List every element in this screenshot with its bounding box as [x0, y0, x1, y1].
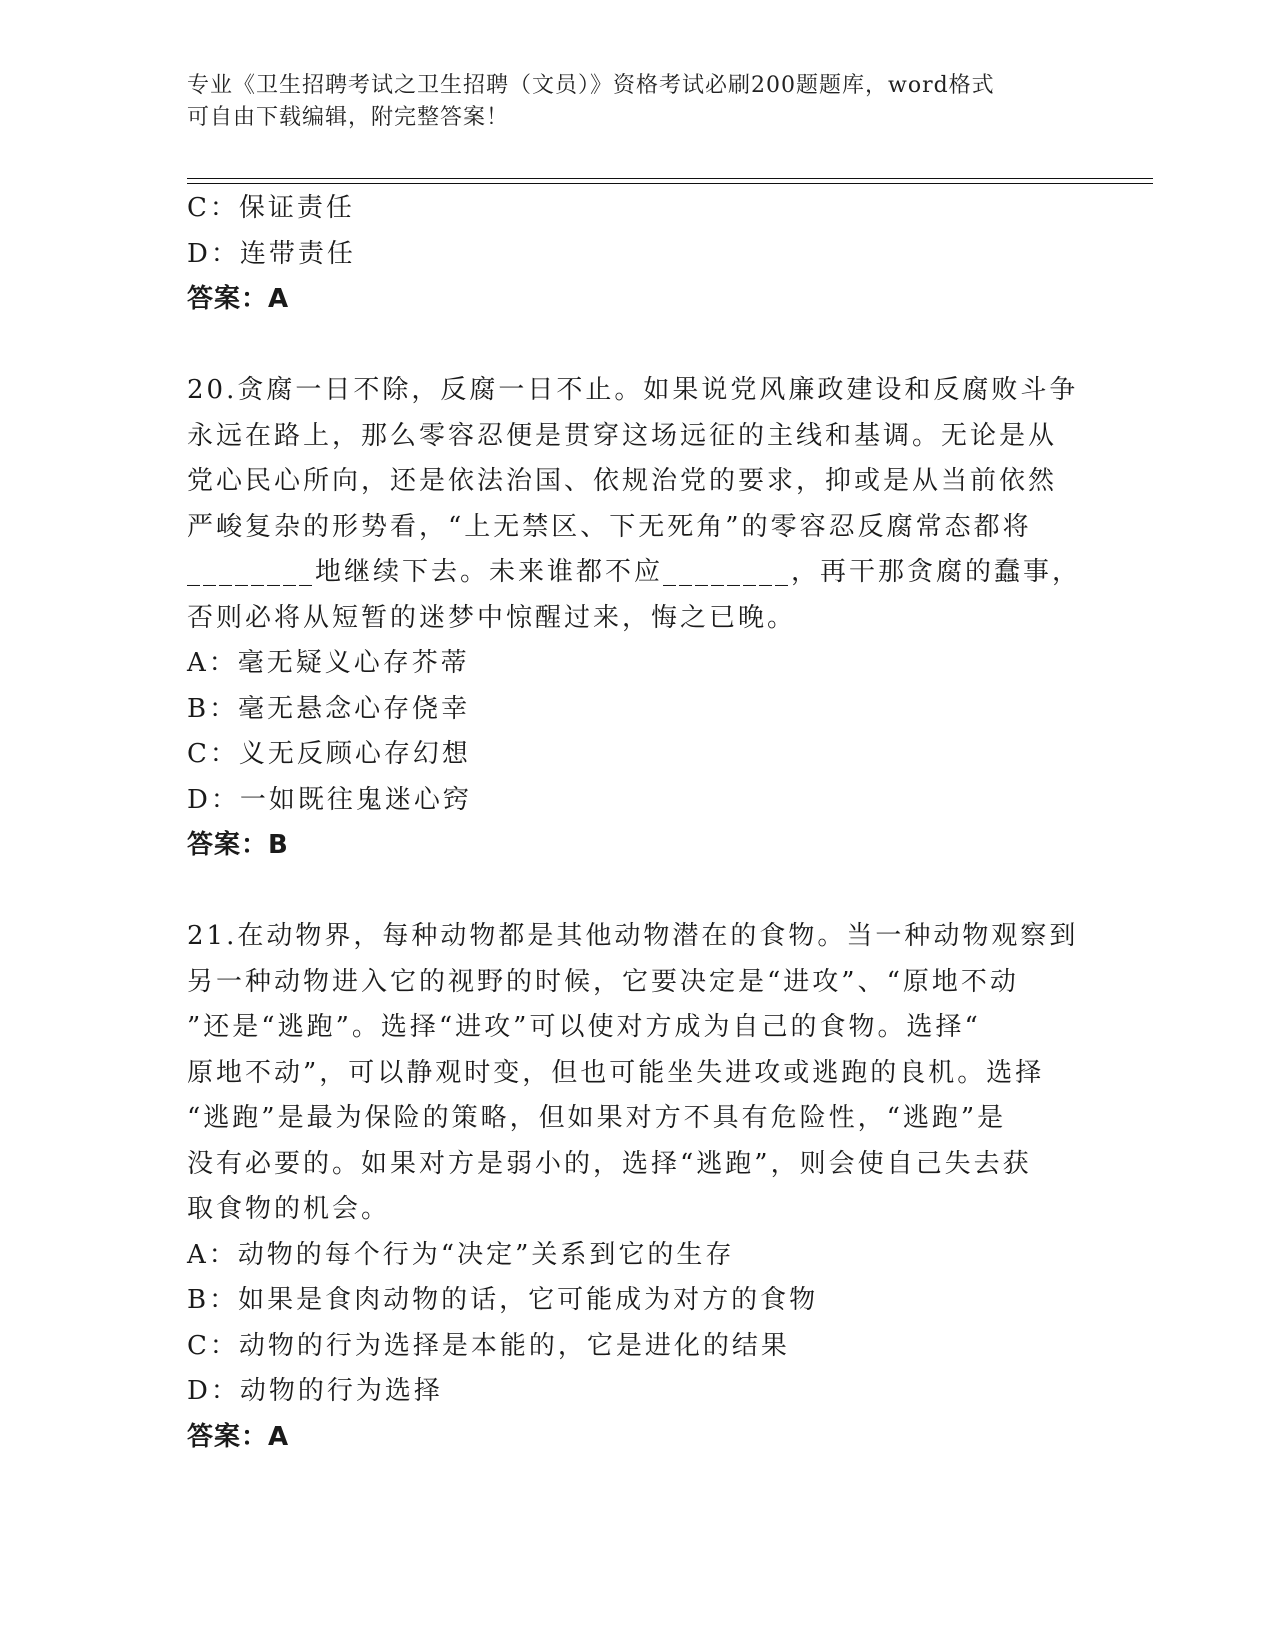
question-text-line: ”还是“逃跑”。选择“进攻”可以使对方成为自己的食物。选择“ — [187, 1012, 981, 1042]
question-text-line: 永远在路上，那么零容忍便是贯穿这场远征的主线和基调。无论是从 — [187, 420, 1058, 451]
question-21 — [187, 914, 1087, 1460]
question-text-line: 20.贪腐一日不除，反腐一日不止。如果说党风廉政建设和反腐败斗争 — [187, 375, 1079, 405]
question-text-line: 21.在动物界，每种动物都是其他动物潜在的食物。当一种动物观察到 — [187, 921, 1079, 951]
option-a: A：动物的每个行为“决定”关系到它的生存 — [187, 1239, 735, 1270]
option-d: D：一如既往鬼迷心窍 — [187, 784, 472, 815]
prev-question — [187, 186, 1087, 323]
header-divider-top — [187, 178, 1153, 179]
question-20 — [187, 368, 1087, 869]
header-line-2: 可自由下载编辑，附完整答案！ — [187, 105, 510, 130]
page-header — [187, 70, 1067, 134]
question-text-line: 取食物的机会。 — [187, 1194, 391, 1224]
spacer — [187, 323, 1087, 369]
question-text-line: 党心民心所向，还是依法治国、依规治党的要求，抑或是从当前依然 — [187, 466, 1058, 496]
option-b: B：如果是食肉动物的话，它可能成为对方的食物 — [187, 1285, 819, 1315]
question-text-line: “逃跑”是最为保险的策略，但如果对方不具有危险性，“逃跑”是 — [187, 1103, 1007, 1133]
option-b: B：毫无悬念心存侥幸 — [187, 693, 471, 724]
spacer — [187, 869, 1087, 915]
option-c: C：义无反顾心存幻想 — [187, 739, 471, 769]
option-c: C：动物的行为选择是本能的，它是进化的结果 — [187, 1330, 790, 1361]
document-body — [187, 186, 1087, 1460]
option-a: A：毫无疑义心存芥蒂 — [187, 648, 470, 678]
question-text-line: 原地不动”，可以静观时变，但也可能坐失进攻或逃跑的良机。选择 — [187, 1057, 1045, 1088]
question-text-line: 没有必要的。如果对方是弱小的，选择“逃跑”，则会使自己失去获 — [187, 1148, 1032, 1179]
header-divider-bottom — [187, 183, 1153, 184]
question-text-line: 严峻复杂的形势看，“上无禁区、下无死角”的零容忍反腐常态都将 — [187, 511, 1032, 542]
question-text-line: 否则必将从短暂的迷梦中惊醒过来，悔之已晚。 — [187, 602, 797, 633]
option-d: D：连带责任 — [187, 238, 356, 269]
answer-line: 答案：B — [187, 830, 289, 860]
answer-line: 答案：A — [187, 284, 290, 314]
option-d: D：动物的行为选择 — [187, 1376, 443, 1406]
question-text-line: ________地继续下去。未来谁都不应________，再干那贪腐的蠢事， — [187, 557, 1082, 587]
option-c: C：保证责任 — [187, 193, 355, 223]
header-line-1: 专业《卫生招聘考试之卫生招聘（文员）》资格考试必刷200题题库，word格式 — [187, 73, 995, 98]
answer-line: 答案：A — [187, 1421, 290, 1452]
question-text-line: 另一种动物进入它的视野的时候，它要决定是“进攻”、“原地不动 — [187, 966, 1019, 997]
